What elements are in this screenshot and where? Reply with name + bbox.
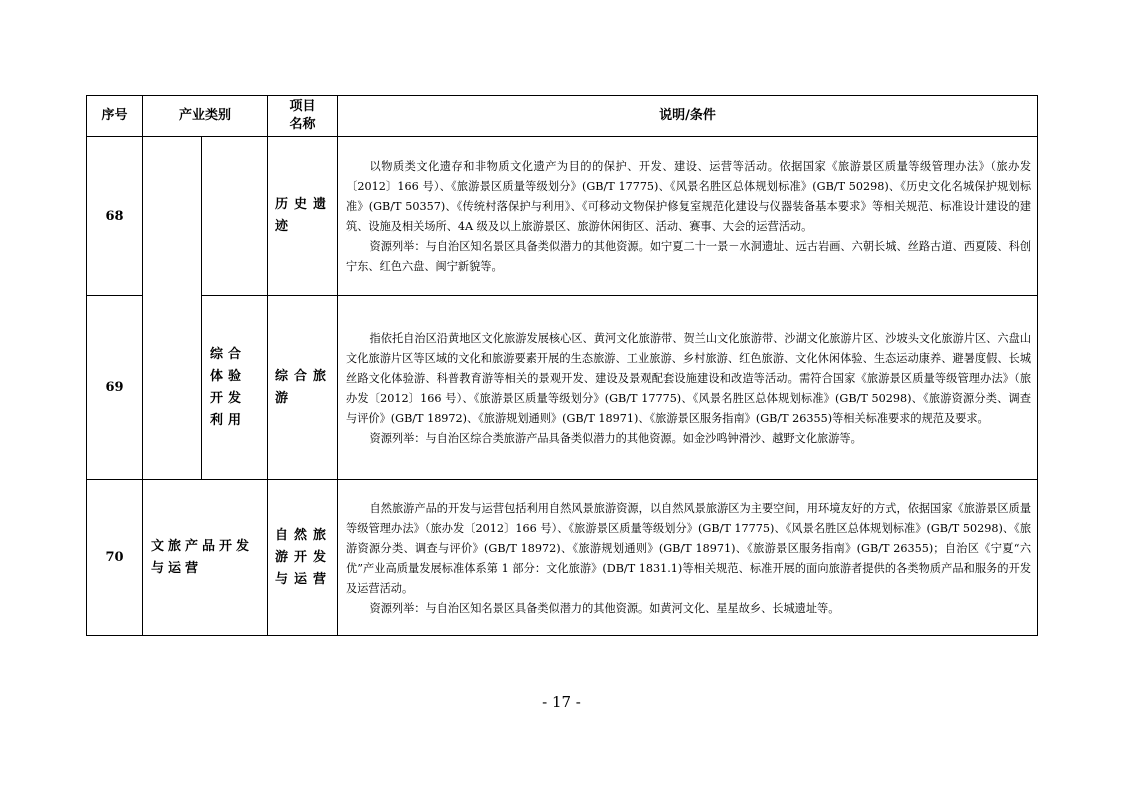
- table-row: [87, 480, 1038, 636]
- row-number: 69: [87, 296, 143, 480]
- description-cell: [338, 137, 1038, 296]
- header-project-text: 项目名称: [289, 99, 316, 132]
- header-desc: 说明/条件: [338, 96, 1038, 137]
- resource-list: 资源列举：与自治区知名景区具备类似潜力的其他资源。如黄河文化、星星故乡、长城遗址等。: [369, 601, 840, 615]
- header-category: 产业类别: [143, 96, 268, 137]
- subcategory-name: 综合体验开发利用: [202, 296, 268, 480]
- industry-table: [86, 95, 1038, 636]
- resource-list: 资源列举：与自治区综合类旅游产品具备类似潜力的其他资源。如金沙鸣钟滑沙、越野文化旅游等。: [369, 431, 862, 445]
- project-name: 历史遗迹: [268, 137, 338, 296]
- project-name: 综合旅游: [268, 296, 338, 480]
- description-paragraph: 指依托自治区沿黄地区文化旅游发展核心区、黄河文化旅游带、贺兰山文化旅游带、沙湖文化旅游片区、沙坡头文化旅游片区、六盘山文化旅游片区等区域的文化和旅游要素开展的生态旅游、工业旅游、乡村旅游、红色旅游、文化休闲体验、生态运动康养、避暑度假、长城丝路文化体验游、科普教育游等相关的景观开发、建设及景观配套设施建设和改造等活动。需符合国家《旅游景区质量等级管理办法》（旅办发〔2012〕166 号）、《旅游景区质量等级划分》(GB/T 17775)、《风景名胜区总体规划标准》(GB/T 50298)、《旅游资源分类、调查与评价》(GB/T 18972)、《旅游规划通则》(GB/T 18971)、《旅游景区服务指南》(GB/T 26355)等相关标准要求的规范及要求。: [346, 331, 1032, 425]
- description-paragraph: 以物质类文化遗存和非物质文化遗产为目的的保护、开发、建设、运营等活动。依据国家《旅游景区质量等级管理办法》（旅办发〔2012〕166 号）、《旅游景区质量等级划分》(GB/T 17775)、《风景名胜区总体规划标准》(GB/T 50298)、《历史文化名城保护规划标准》(GB/T 50357)、《传统村落保护与利用》、《可移动文物保护修复室规范化建设与仪器装备基本要求》等相关规范、标准设计建设的建筑、设施及相关场所、4A 级及以上旅游景区、旅游休闲街区、活动、赛事、大会的运营活动。: [346, 160, 1032, 233]
- row-number: 70: [87, 480, 143, 636]
- resource-list: 资源列举：与自治区知名景区具备类似潜力的其他资源。如宁夏二十一景－水洞遗址、远古岩画、六朝长城、丝路古道、西夏陵、科创宁东、红色六盘、闽宁新貌等。: [346, 240, 1032, 273]
- description-cell: [338, 480, 1038, 636]
- row-number: 68: [87, 137, 143, 296]
- category-merged-cell: [143, 137, 202, 480]
- page-number: - 17 -: [542, 693, 581, 711]
- table-row: [87, 137, 1038, 296]
- description-cell: [338, 296, 1038, 480]
- table-header-row: [87, 96, 1038, 137]
- header-project: [268, 96, 338, 137]
- category-name: 文旅产品开发与运营: [143, 480, 268, 636]
- description-paragraph: 自然旅游产品的开发与运营包括利用自然风景旅游资源，以自然风景旅游区为主要空间，用环境友好的方式，依据国家《旅游景区质量等级管理办法》（旅办发〔2012〕166 号）、《旅游景区质量等级划分》(GB/T 17775)、《风景名胜区总体规划标准》(GB/T 50298)、《旅游资源分类、调查与评价》(GB/T 18972)、《旅游规划通则》(GB/T 18971)、《旅游景区服务指南》(GB/T 26355)；自治区《宁夏“六优”产业高质量发展标准体系第 1 部分：文化旅游》(DB/T 1831.1)等相关规范、标准开展的面向旅游者提供的各类物质产品和服务的开发及运营活动。: [346, 501, 1032, 595]
- project-name: 自然旅游开发与运营: [268, 480, 338, 636]
- subcategory-empty-cell: [202, 137, 268, 296]
- header-seq: 序号: [87, 96, 143, 137]
- table-row: [87, 296, 1038, 480]
